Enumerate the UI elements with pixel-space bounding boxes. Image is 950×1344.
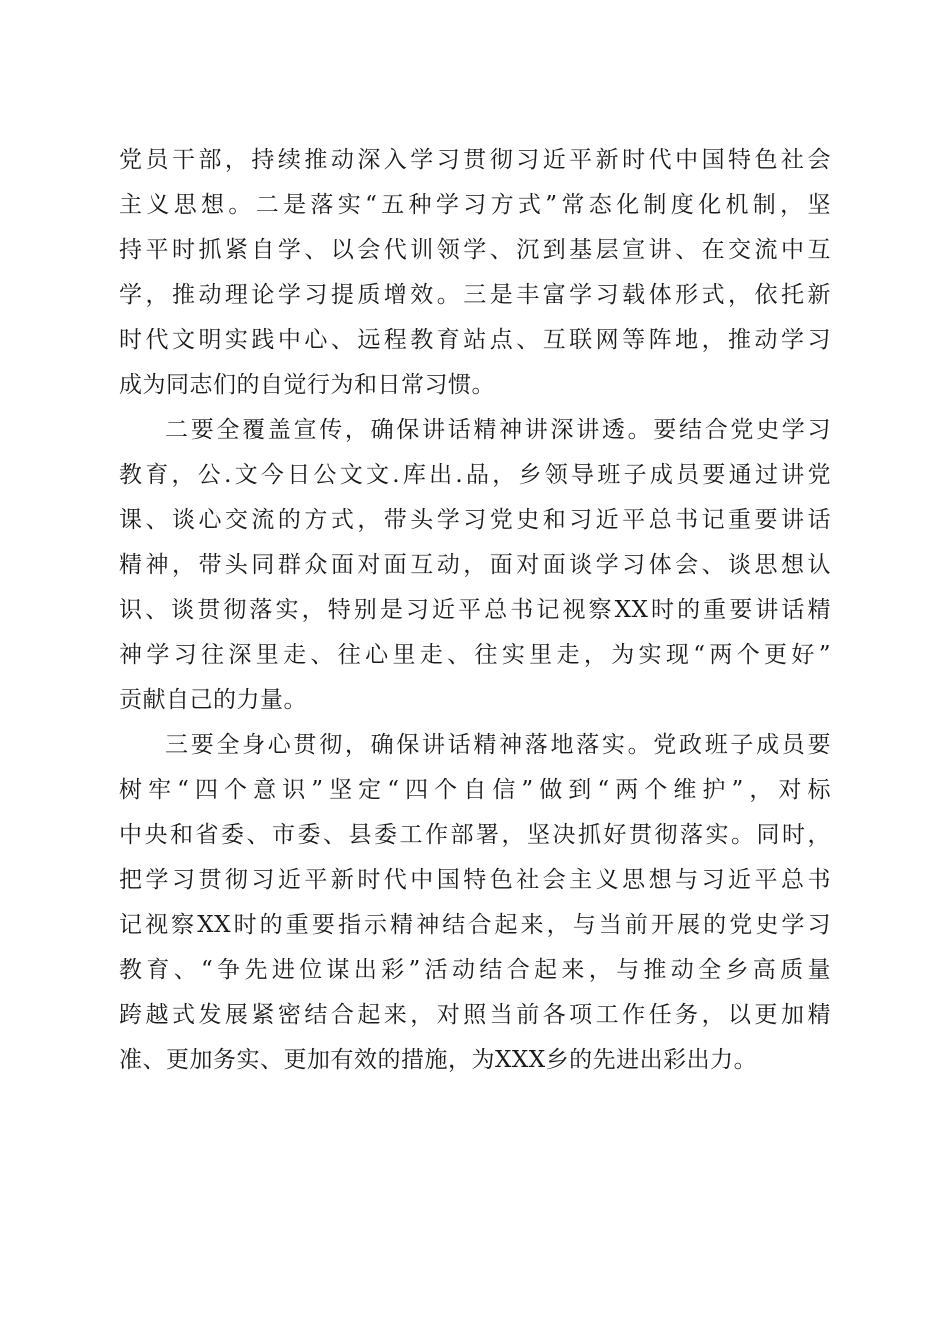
text-line: 时代文明实践中心、远程教育站点、互联网等阵地，推动学习	[119, 327, 831, 353]
text-line: 教育、“争先进位谋出彩”活动结合起来，与推动全乡高质量	[119, 957, 831, 983]
text-line: 中央和省委、市委、县委工作部署，坚决抓好贯彻落实。同时，	[119, 822, 831, 848]
text-line: 树牢“四个意识”坚定“四个自信”做到“两个维护”，对标	[119, 777, 831, 803]
text-line: 课、谈心交流的方式，带头学习党史和习近平总书记重要讲话	[119, 507, 831, 533]
text-line: 识、谈贯彻落实，特别是习近平总书记视察XX时的重要讲话精	[119, 597, 831, 623]
text-line: 神学习往深里走、往心里走、往实里走，为实现“两个更好”	[119, 642, 831, 668]
text-line: 记视察XX时的重要指示精神结合起来，与当前开展的党史学习	[119, 912, 831, 938]
text-line: 成为同志们的自觉行为和日常习惯。	[119, 372, 495, 398]
document-body	[119, 138, 831, 1083]
text-line: 持平时抓紧自学、以会代训领学、沉到基层宣讲、在交流中互	[119, 237, 831, 263]
text-line: 学，推动理论学习提质增效。三是丰富学习载体形式，依托新	[119, 282, 831, 308]
text-line: 主义思想。二是落实“五种学习方式”常态化制度化机制，坚	[119, 192, 831, 218]
text-line: 贡献自己的力量。	[119, 687, 307, 713]
text-line: 三要全身心贯彻，确保讲话精神落地落实。党政班子成员要	[165, 732, 831, 758]
text-line: 党员干部，持续推动深入学习贯彻习近平新时代中国特色社会	[119, 147, 831, 173]
text-line: 精神，带头同群众面对面互动，面对面谈学习体会、谈思想认	[119, 552, 831, 578]
text-line: 二要全覆盖宣传，确保讲话精神讲深讲透。要结合党史学习	[165, 417, 831, 443]
paragraph-1	[119, 138, 831, 408]
text-line: 教育，公.文今日公文文.库出.品，乡领导班子成员要通过讲党	[119, 462, 831, 488]
text-line: 跨越式发展紧密结合起来，对照当前各项工作任务，以更加精	[119, 1002, 831, 1028]
paragraph-3	[119, 723, 831, 1083]
text-line: 把学习贯彻习近平新时代中国特色社会主义思想与习近平总书	[119, 867, 831, 893]
paragraph-2	[119, 408, 831, 723]
text-line: 准、更加务实、更加有效的措施，为XXX乡的先进出彩出力。	[119, 1047, 758, 1073]
